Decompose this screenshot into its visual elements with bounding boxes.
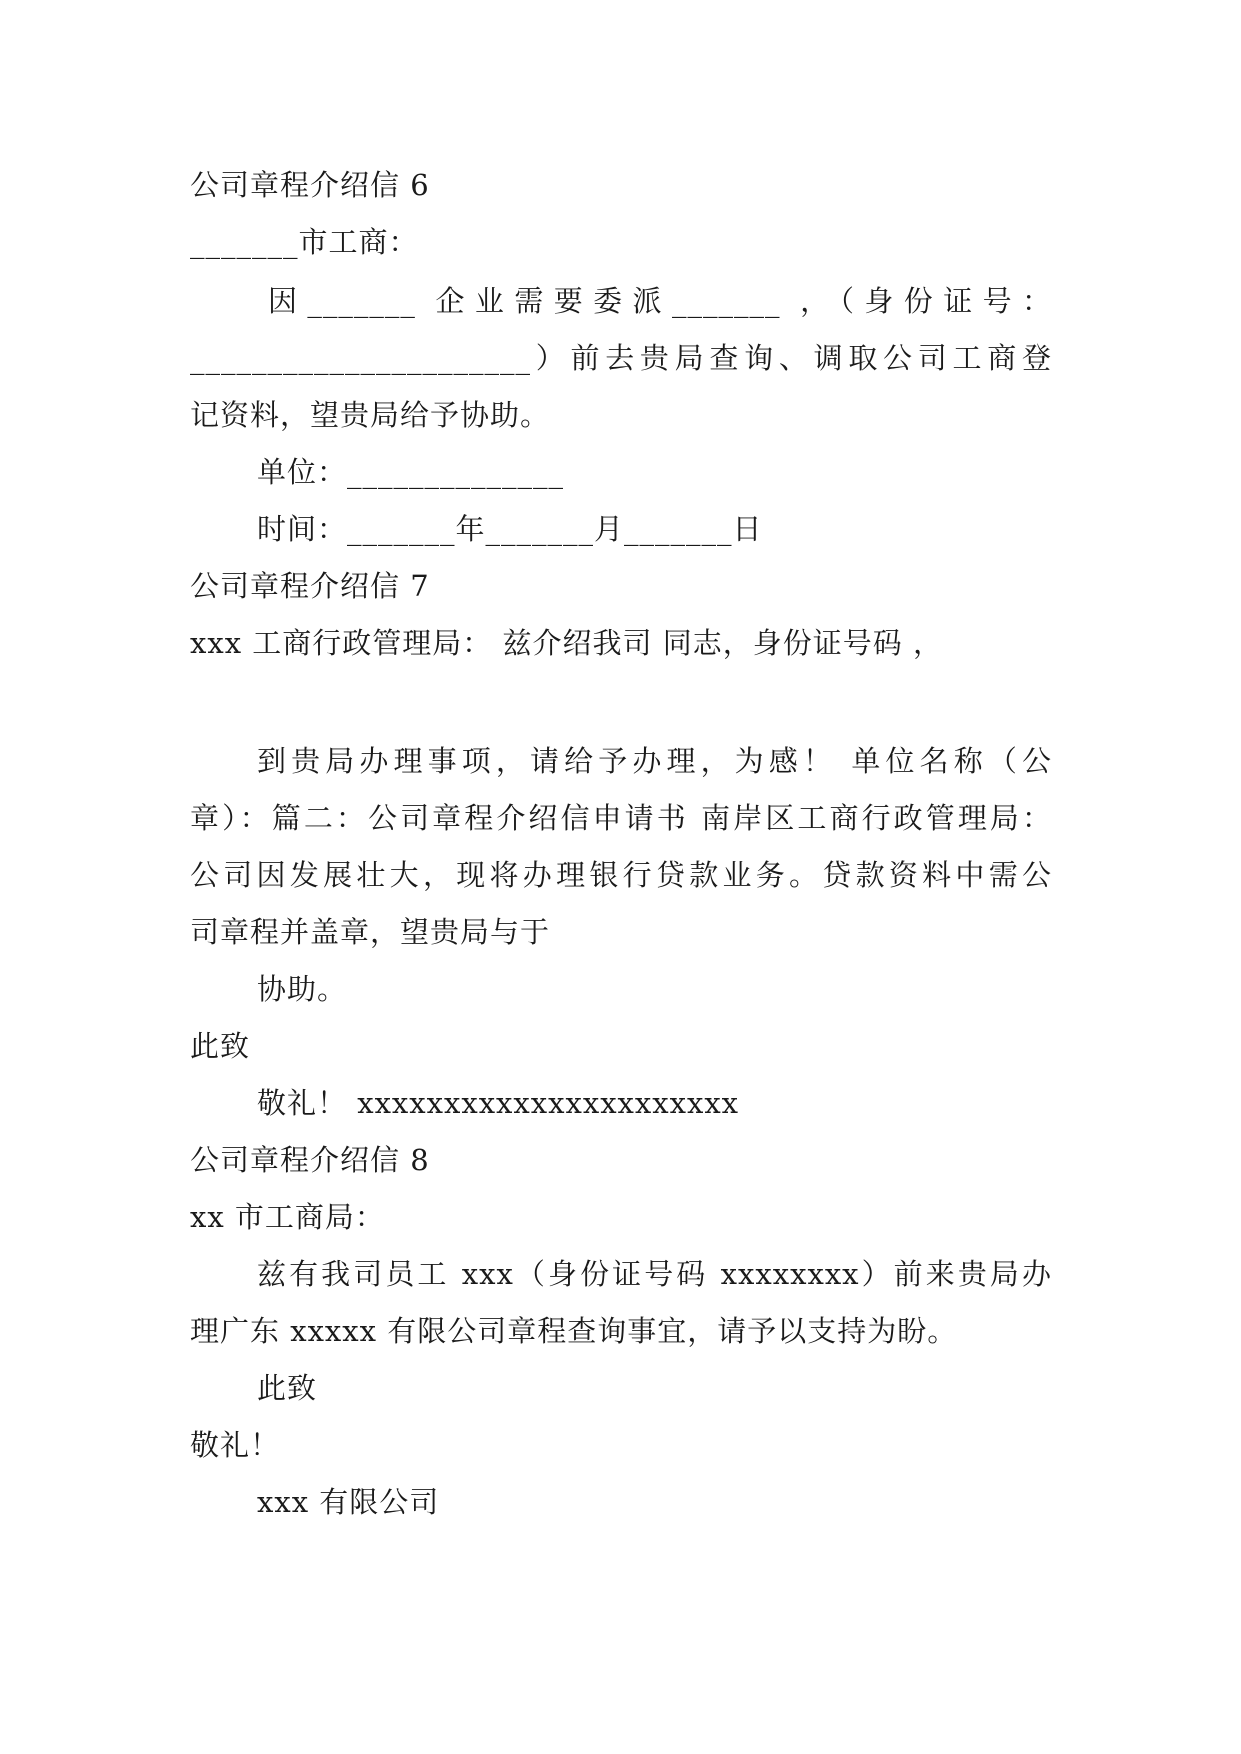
section-7-salutation: 敬礼！ xxxxxxxxxxxxxxxxxxxxxx — [257, 1086, 740, 1120]
section-7-body-line-1: 到贵局办理事项，请给予办理，为感！ 单位名称（公 — [257, 744, 1052, 778]
section-7-closing: 此致 — [190, 1029, 251, 1063]
section-8-salutation: 敬礼！ — [190, 1428, 281, 1462]
section-7-title: 公司章程介绍信 7 — [190, 569, 430, 603]
section-8-title: 公司章程介绍信 8 — [190, 1143, 430, 1177]
section-6-body-line-1: 因_______ 企业需要委派_______ ，（身份证号： — [268, 284, 1052, 318]
section-7-body-line-2: 章）：篇二：公司章程介绍信申请书 南岸区工商行政管理局： — [190, 801, 1052, 835]
section-8-signature-company: xxx 有限公司 — [257, 1485, 440, 1519]
section-7-addressee-line: xxx 工商行政管理局： 兹介绍我司 同志，身份证号码 ， — [190, 626, 943, 660]
section-8-closing: 此致 — [257, 1371, 318, 1405]
section-6-body-line-3: 记资料，望贵局给予协助。 — [190, 398, 551, 432]
section-6-title: 公司章程介绍信 6 — [190, 168, 430, 202]
section-8-body-line-2: 理广东 xxxxx 有限公司章程查询事宜，请予以支持为盼。 — [190, 1314, 958, 1348]
section-7-help-line: 协助。 — [257, 972, 348, 1006]
section-8-addressee: xx 市工商局： — [190, 1200, 385, 1234]
section-7-body-line-4: 司章程并盖章，望贵局与于 — [190, 915, 551, 949]
section-6-date-line: 时间：_______年_______月_______日 — [257, 512, 763, 546]
section-8-body-line-1: 兹有我司员工 xxx（身份证号码 xxxxxxxx）前来贵局办 — [257, 1257, 1052, 1291]
section-6-addressee: _______市工商： — [190, 225, 419, 259]
section-7-body-line-3: 公司因发展壮大，现将办理银行贷款业务。贷款资料中需公 — [190, 858, 1052, 892]
section-6-body-line-2: ______________________）前去贵局查询、调取公司工商登 — [190, 341, 1052, 375]
section-6-unit-line: 单位：______________ — [257, 455, 565, 489]
